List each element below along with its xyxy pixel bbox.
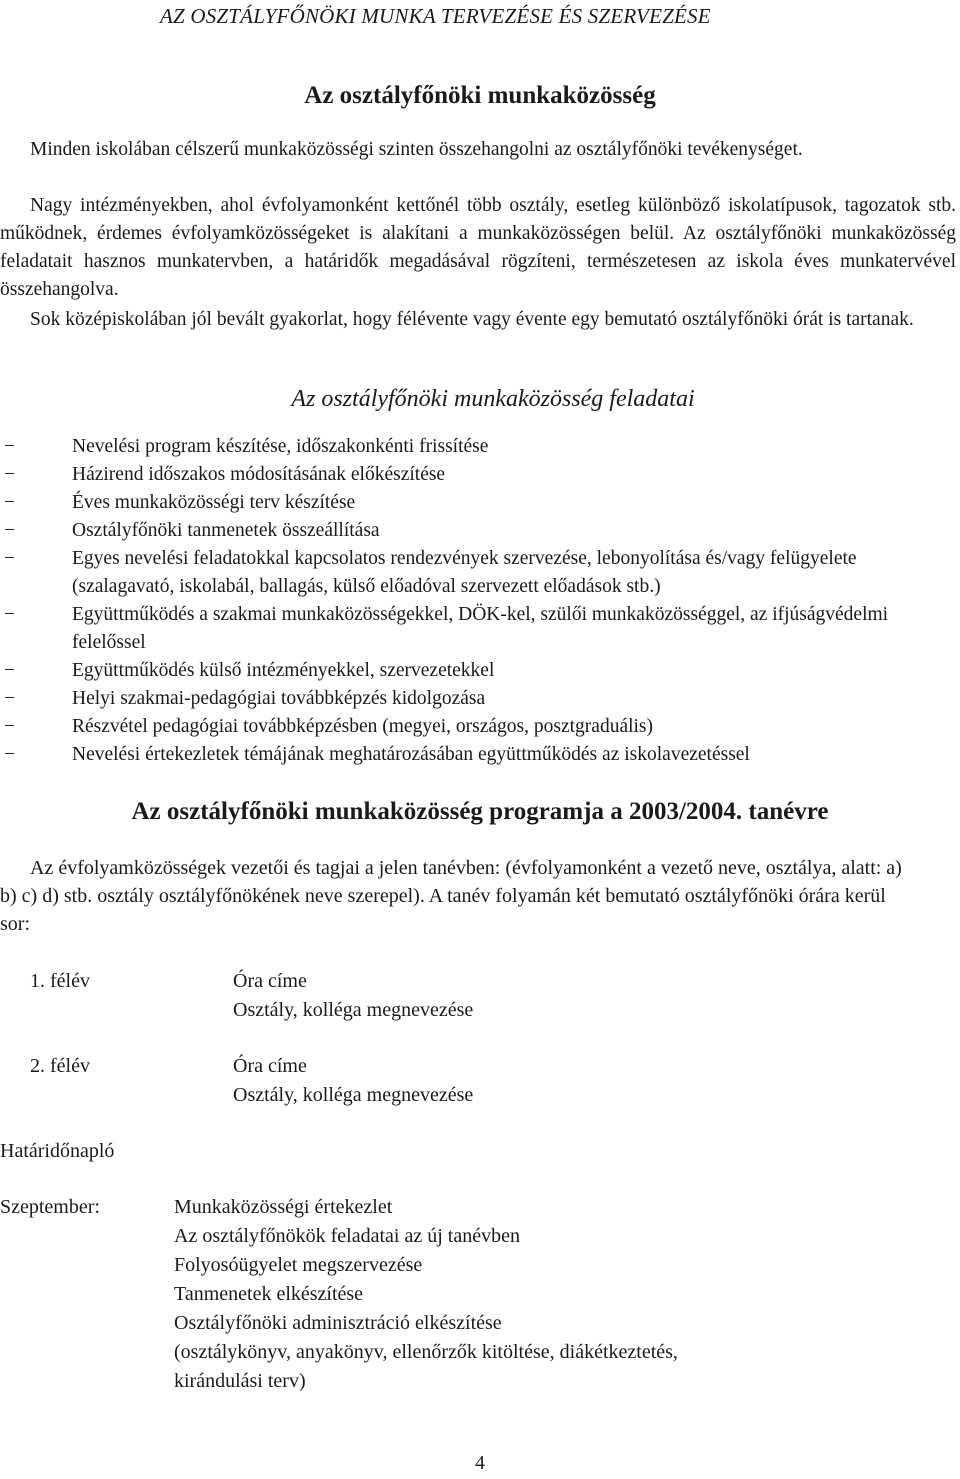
deadline-log-title: Határidőnapló	[0, 1140, 115, 1162]
list-item	[0, 545, 956, 601]
list-item: Tanmenetek elkészítése	[174, 1283, 364, 1305]
dash-bullet: −	[4, 660, 15, 681]
dash-bullet: −	[4, 492, 15, 513]
list-item	[0, 685, 956, 713]
class-teacher-placeholder: Osztály, kolléga megnevezése	[233, 999, 474, 1021]
semester-details	[233, 967, 473, 1025]
paragraph-1	[0, 136, 956, 164]
list-item	[0, 517, 956, 545]
list-item	[0, 657, 956, 685]
class-teacher-placeholder: Osztály, kolléga megnevezése	[233, 1084, 474, 1106]
list-item-text: Házirend időszakos módosításának előkészítése	[72, 464, 446, 485]
paragraph-1-text: Minden iskolában célszerű munkaközösségi szinten összehangolni az osztályfőnöki tevékenységet.	[30, 139, 803, 160]
list-item-text: Nevelési értekezletek témájának meghatározásában együttműködés az iskolavezetéssel	[72, 744, 750, 765]
september-tasks	[174, 1193, 678, 1396]
dash-bullet: −	[4, 520, 15, 541]
list-item: Munkaközösségi értekezlet	[174, 1196, 393, 1218]
dash-bullet: −	[4, 688, 15, 709]
lesson-title-placeholder: Óra címe	[233, 1055, 307, 1077]
semester-label: 1. félév	[30, 970, 90, 992]
dash-bullet: −	[4, 604, 15, 625]
semester-label: 2. félév	[30, 1055, 90, 1077]
month-label: Szeptember:	[0, 1196, 100, 1218]
list-item: kirándulási terv)	[174, 1370, 306, 1392]
paragraph-3-text: Sok középiskolában jól bevált gyakorlat, hogy félévente vagy évente egy bemutató osztályfőnöki órát is tartanak.	[30, 309, 914, 330]
list-item-text: Éves munkaközösségi terv készítése	[72, 492, 356, 513]
dash-bullet: −	[4, 464, 15, 485]
paragraph-3	[0, 306, 956, 334]
list-item-text: Együttműködés külső intézményekkel, szervezetekkel	[72, 660, 495, 681]
section-title: Az osztályfőnöki munkaközösség	[304, 82, 656, 109]
list-item: Folyosóügyelet megszervezése	[174, 1254, 423, 1276]
list-item	[0, 489, 956, 517]
list-item	[0, 461, 956, 489]
list-item-text: Nevelési program készítése, időszakonkénti frissítése	[72, 436, 489, 457]
semester-details	[233, 1052, 473, 1110]
list-item-text: Részvétel pedagógiai továbbképzésben (megyei, országos, posztgraduális)	[72, 716, 654, 737]
list-item: Osztályfőnöki adminisztráció elkészítése	[174, 1312, 502, 1334]
tasks-title: Az osztályfőnöki munkaközösség feladatai	[291, 386, 695, 412]
list-item	[0, 601, 956, 657]
lesson-title-placeholder: Óra címe	[233, 970, 307, 992]
tasks-list	[0, 433, 956, 769]
list-item	[0, 433, 956, 461]
running-header: AZ OSZTÁLYFŐNÖKI MUNKA TERVEZÉSE ÉS SZERVEZÉSE	[160, 4, 711, 28]
list-item	[0, 713, 956, 741]
list-item-text: Osztályfőnöki tanmenetek összeállítása	[72, 520, 380, 541]
program-title: Az osztályfőnöki munkaközösség programja a 2003/2004. tanévre	[131, 798, 829, 825]
list-item	[0, 741, 956, 769]
list-item: (osztálykönyv, anyakönyv, ellenőrzők kitöltése, diákétkeztetés,	[174, 1341, 678, 1363]
list-item-text: Együttműködés a szakmai munkaközösségekkel, DÖK-kel, szülői munkaközösséggel, az ifjúságvédelmi felelőssel	[72, 604, 889, 653]
paragraph-2-text: Nagy intézményekben, ahol évfolyamonként kettőnél több osztály, esetleg különböző iskolatípusok, tagozatok stb. működnek, érdemes évfolyamközösségeket is alakítani a munkaközösségen belül. Az osztályfőnöki munkaközösség feladatait hasznos munkatervben, a határidők megadásával rögzíteni, természetesen az iskola éves munkatervével összehangolva.	[0, 195, 956, 300]
dash-bullet: −	[4, 744, 15, 765]
list-item-text: Egyes nevelési feladatokkal kapcsolatos rendezvények szervezése, lebonyolítása és/vagy felügyelete (szalagavató, iskolabál, ballagás, külső előadóval szervezett előadások stb.)	[72, 548, 857, 597]
program-intro: Az évfolyamközösségek vezetői és tagjai a jelen tanévben: (évfolyamonként a vezető neve, osztálya, alatt: a) b) c) d) stb. osztály osztályfőnökének neve szerepel). A tanév folyamán két bemutató osztályfőnöki órára kerül sor:	[0, 857, 902, 935]
list-item-text: Helyi szakmai-pedagógiai továbbképzés kidolgozása	[72, 688, 486, 709]
dash-bullet: −	[4, 548, 15, 569]
page-number: 4	[475, 1452, 485, 1474]
dash-bullet: −	[4, 716, 15, 737]
list-item: Az osztályfőnökök feladatai az új tanévben	[174, 1225, 520, 1247]
paragraph-2	[0, 192, 956, 304]
dash-bullet: −	[4, 436, 15, 457]
